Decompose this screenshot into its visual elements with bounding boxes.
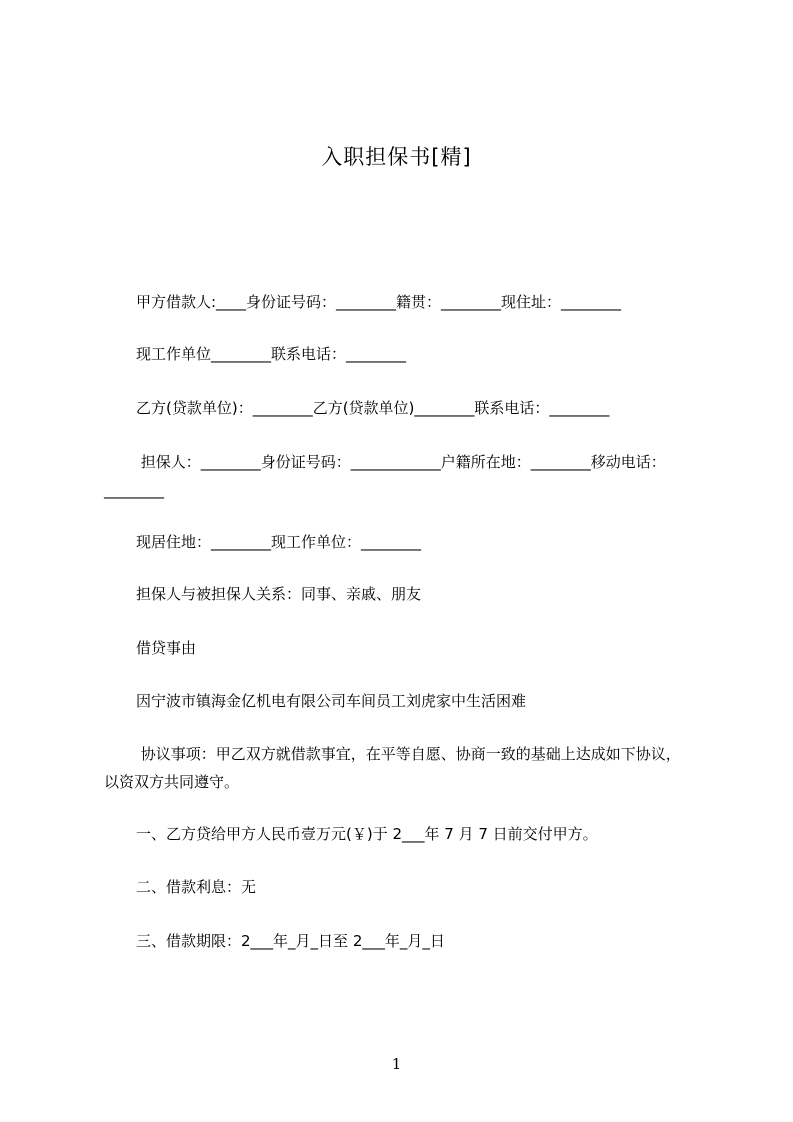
paragraph-guarantor-info: 担保人：________身份证号码：____________户籍所在地：________移动电话：________ (104, 453, 666, 499)
page-number: 1 (391, 1055, 402, 1073)
document-title: 入职担保书[精] (321, 145, 472, 169)
paragraph-loan-reason: 因宁波市镇海金亿机电有限公司车间员工刘虎家中生活困难 (136, 692, 527, 710)
paragraph-borrower-info: 甲方借款人:____身份证号码：________籍贯：________现住址：________ (136, 293, 622, 311)
paragraph-clause-2: 二、借款利息：无 (136, 878, 257, 896)
paragraph-relationship: 担保人与被担保人关系：同事、亲戚、朋友 (136, 585, 422, 603)
paragraph-clause-1: 一、乙方贷给甲方人民币壹万元(￥)于 2___年 7 月 7 日前交付甲方。 (136, 825, 598, 843)
paragraph-work-unit: 现工作单位________联系电话：________ (136, 345, 407, 363)
paragraph-agreement: 协议事项：甲乙双方就借款事宜，在平等自愿、协商一致的基础上达成如下协议，以资双方共同遵守。 (104, 745, 681, 791)
paragraph-guarantor-residence: 现居住地：________现工作单位：________ (136, 533, 422, 551)
paragraph-clause-3: 三、借款期限：2___年_月_日至 2___年_月_日 (136, 932, 445, 950)
paragraph-loan-reason-heading: 借贷事由 (136, 639, 197, 657)
paragraph-lender-info: 乙方(贷款单位)：________乙方(贷款单位)________联系电话：________ (136, 399, 610, 417)
